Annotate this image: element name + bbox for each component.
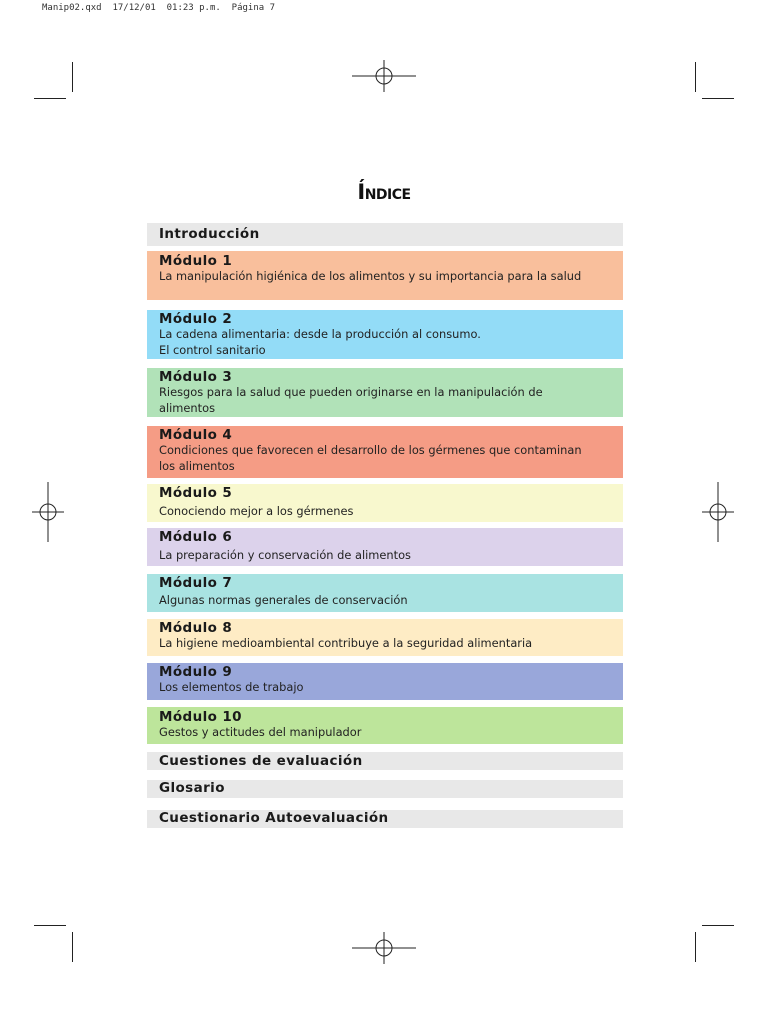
registration-mark-icon	[352, 932, 416, 964]
crop-mark	[702, 925, 734, 926]
file-slug: Manip02.qxd 17/12/01 01:23 p.m. Página 7	[42, 3, 275, 13]
toc-entry-modulo-9[interactable]	[147, 663, 623, 700]
crop-mark	[702, 98, 734, 99]
toc-entry-heading: Glosario	[159, 780, 225, 796]
toc-entry-heading: Introducción	[159, 226, 260, 242]
toc-entry-cuestionario[interactable]	[147, 810, 623, 828]
toc-entry-heading: Módulo 10	[159, 709, 242, 725]
toc-entry-modulo-1[interactable]	[147, 251, 623, 300]
crop-mark	[72, 932, 73, 962]
toc-entry-heading: Módulo 8	[159, 620, 233, 636]
toc-entry-heading: Cuestiones de evaluación	[159, 753, 363, 769]
toc-entry-heading: Módulo 4	[159, 427, 233, 443]
page-title	[0, 180, 768, 204]
crop-mark	[695, 932, 696, 962]
toc-entry-description: Gestos y actitudes del manipulador	[159, 725, 362, 739]
toc-entry-modulo-3[interactable]	[147, 368, 623, 417]
toc-entry-modulo-4[interactable]	[147, 426, 623, 478]
toc-entry-description: Los elementos de trabajo	[159, 680, 304, 694]
toc-entry-description: Algunas normas generales de conservación	[159, 593, 408, 607]
title-rest: NDICE	[364, 187, 411, 203]
toc-entry-description: Riesgos para la salud que pueden originarse en la manipulación de alimentos	[159, 385, 543, 415]
toc-entry-cuestiones[interactable]	[147, 752, 623, 770]
toc-entry-glosario[interactable]	[147, 780, 623, 798]
toc-entry-modulo-6[interactable]	[147, 528, 623, 566]
toc-entry-description: Conociendo mejor a los gérmenes	[159, 504, 354, 518]
toc-entry-heading: Módulo 5	[159, 485, 233, 501]
toc-entry-description: La higiene medioambiental contribuye a la seguridad alimentaria	[159, 636, 533, 650]
crop-mark	[695, 62, 696, 92]
toc-entry-description-line: El control sanitario	[159, 342, 266, 357]
crop-mark	[34, 925, 66, 926]
toc-entry-description-line: La cadena alimentaria: desde la producción al consumo.	[159, 327, 481, 341]
toc-entry-heading: Cuestionario Autoevaluación	[159, 810, 389, 826]
toc-entry-modulo-8[interactable]	[147, 619, 623, 656]
toc-entry-heading: Módulo 9	[159, 664, 233, 680]
crop-mark	[72, 62, 73, 92]
toc-entry-description: Condiciones que favorecen el desarrollo de los gérmenes que contaminan los alimentos	[159, 443, 582, 473]
toc-entry-modulo-5[interactable]	[147, 484, 623, 522]
toc-entry-modulo-2[interactable]	[147, 310, 623, 359]
toc-entry-heading: Módulo 7	[159, 575, 233, 591]
registration-mark-icon	[702, 482, 734, 542]
toc-entry-heading: Módulo 3	[159, 369, 233, 385]
toc-entry-description: La preparación y conservación de alimentos	[159, 548, 411, 562]
crop-mark	[34, 98, 66, 99]
toc-entry-heading: Módulo 2	[159, 311, 233, 327]
toc-entry-modulo-10[interactable]	[147, 707, 623, 744]
toc-entry-heading: Módulo 1	[159, 253, 233, 269]
toc-entry-modulo-7[interactable]	[147, 574, 623, 612]
toc-entry-introduccion[interactable]	[147, 223, 623, 246]
title-initial: Í	[357, 180, 365, 204]
toc-entry-description: La manipulación higiénica de los alimentos y su importancia para la salud	[159, 269, 582, 283]
toc-entry-heading: Módulo 6	[159, 529, 233, 545]
registration-mark-icon	[352, 60, 416, 92]
registration-mark-icon	[32, 482, 64, 542]
